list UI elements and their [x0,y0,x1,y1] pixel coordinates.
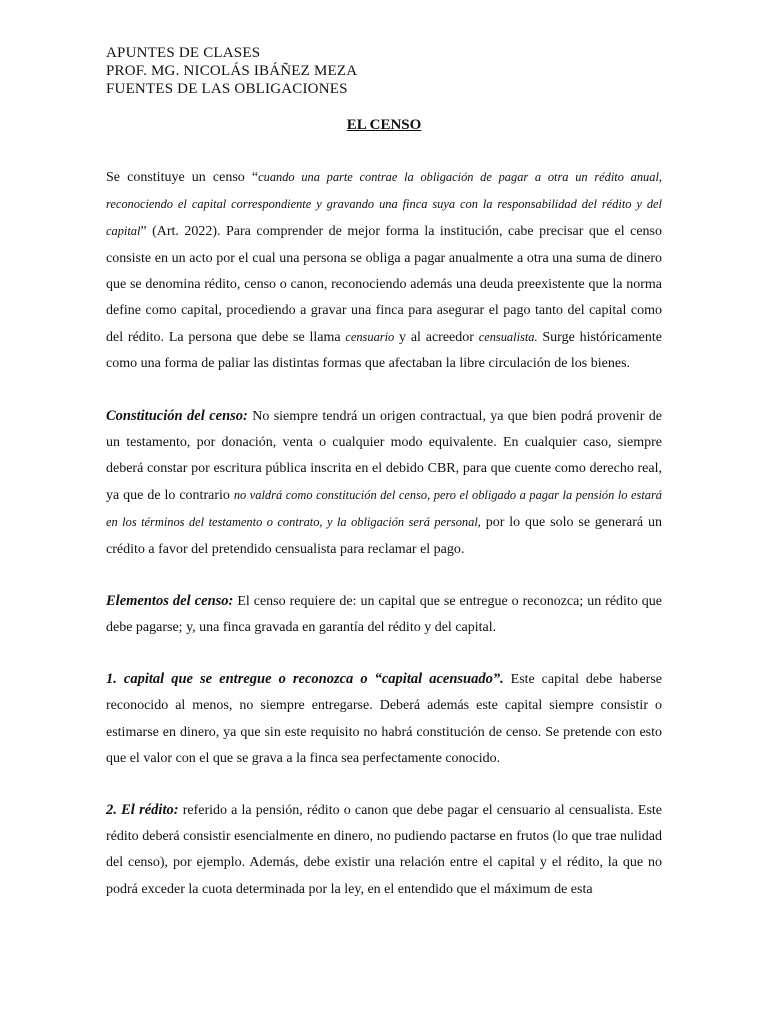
term-censualista: censualista. [478,330,538,345]
document-header [106,44,357,98]
text-span: referido a la pensión, rédito o canon que debe pagar el censuario al censualista. Este rédito deberá consistir esencialmente en dinero, no pudiendo pactarse en frutos (lo que trae nulidad del censo), por ejemplo. Además, debe existir una relación entre el capital y el rédito, la que no podrá exceder la cuota determinada por la ley, en el entendido que el máximum de esta [106,803,662,897]
text-span: y al acreedor [394,330,479,346]
term-censuario: censuario [345,330,395,345]
header-line-course: APUNTES DE CLASES [106,45,261,61]
text-span: Este capital debe haberse reconocido al menos, no siempre entregarse. Deberá además este capital siempre consistir o estimarse en dinero, ya que sin este requisito no habrá constitución de censo. Se pretende con esto que el valor con el que se grava a la finca sea perfectamente conocido. [106,672,663,766]
text-span: Se constituye un censo “ [106,170,259,185]
paragraph-constitucion [106,403,662,563]
section-heading: 1. capital que se entregue o reconozca o “capital acensuado”. [106,671,504,688]
document-title: EL CENSO [346,117,422,133]
paragraph-redito [106,797,662,903]
header-line-subject: FUENTES DE LAS OBLIGACIONES [106,81,348,97]
text-span: No siempre tendrá un origen contractual, ya que bien podrá provenir de un testamento, por donación, venta o cualquier modo equivalente. En cualquier caso, siempre deberá constar por escritura pública inscrita en el debido CBR, para que cuente como derecho real, ya que de lo contrario [106,408,662,504]
text-span: ” (Art. 2022). Para comprender de mejor forma la institución, cabe precisar que el censo consiste en un acto por el cual una persona se obliga a pagar anualmente a otra una suma de dinero que se denomina rédito, censo o canon, reconociendo además una deuda preexistente que la norma define como capital, procediendo a gravar una finca para asegurar el pago tanto del capital como del rédito. La persona que debe se llama [106,224,662,346]
legal-quote: cuando una parte contrae la obligación de pagar a otra un rédito anual, reconociendo el capital correspondiente y gravando una finca suya con la responsabilidad del rédito y del capital [106,170,662,239]
section-heading: Elementos del censo: [106,592,234,609]
text-span: por lo que solo se generará un crédito a favor del pretendido censualista para reclamar el pago. [106,515,662,557]
italic-passage: no valdrá como constitución del censo, pero el obligado a pagar la pensión lo estará en los términos del testamento o contrato, y la obligación será personal, [106,488,663,530]
section-heading: Constitución del censo: [106,407,248,424]
text-span: El censo requiere de: un capital que se entregue o reconozca; un rédito que debe pagarse; y, una finca gravada en garantía del rédito y del capital. [106,593,662,636]
section-heading: 2. El rédito: [106,802,179,819]
paragraph-capital [106,666,662,772]
text-span: Surge históricamente como una forma de paliar las distintas formas que afectaban la libre circulación de los bienes. [106,330,662,372]
header-line-professor: PROF. MG. NICOLÁS IBÁÑEZ MEZA [106,63,358,79]
document-body [106,164,662,928]
paragraph-elementos [106,588,662,641]
paragraph-definition [106,164,662,378]
